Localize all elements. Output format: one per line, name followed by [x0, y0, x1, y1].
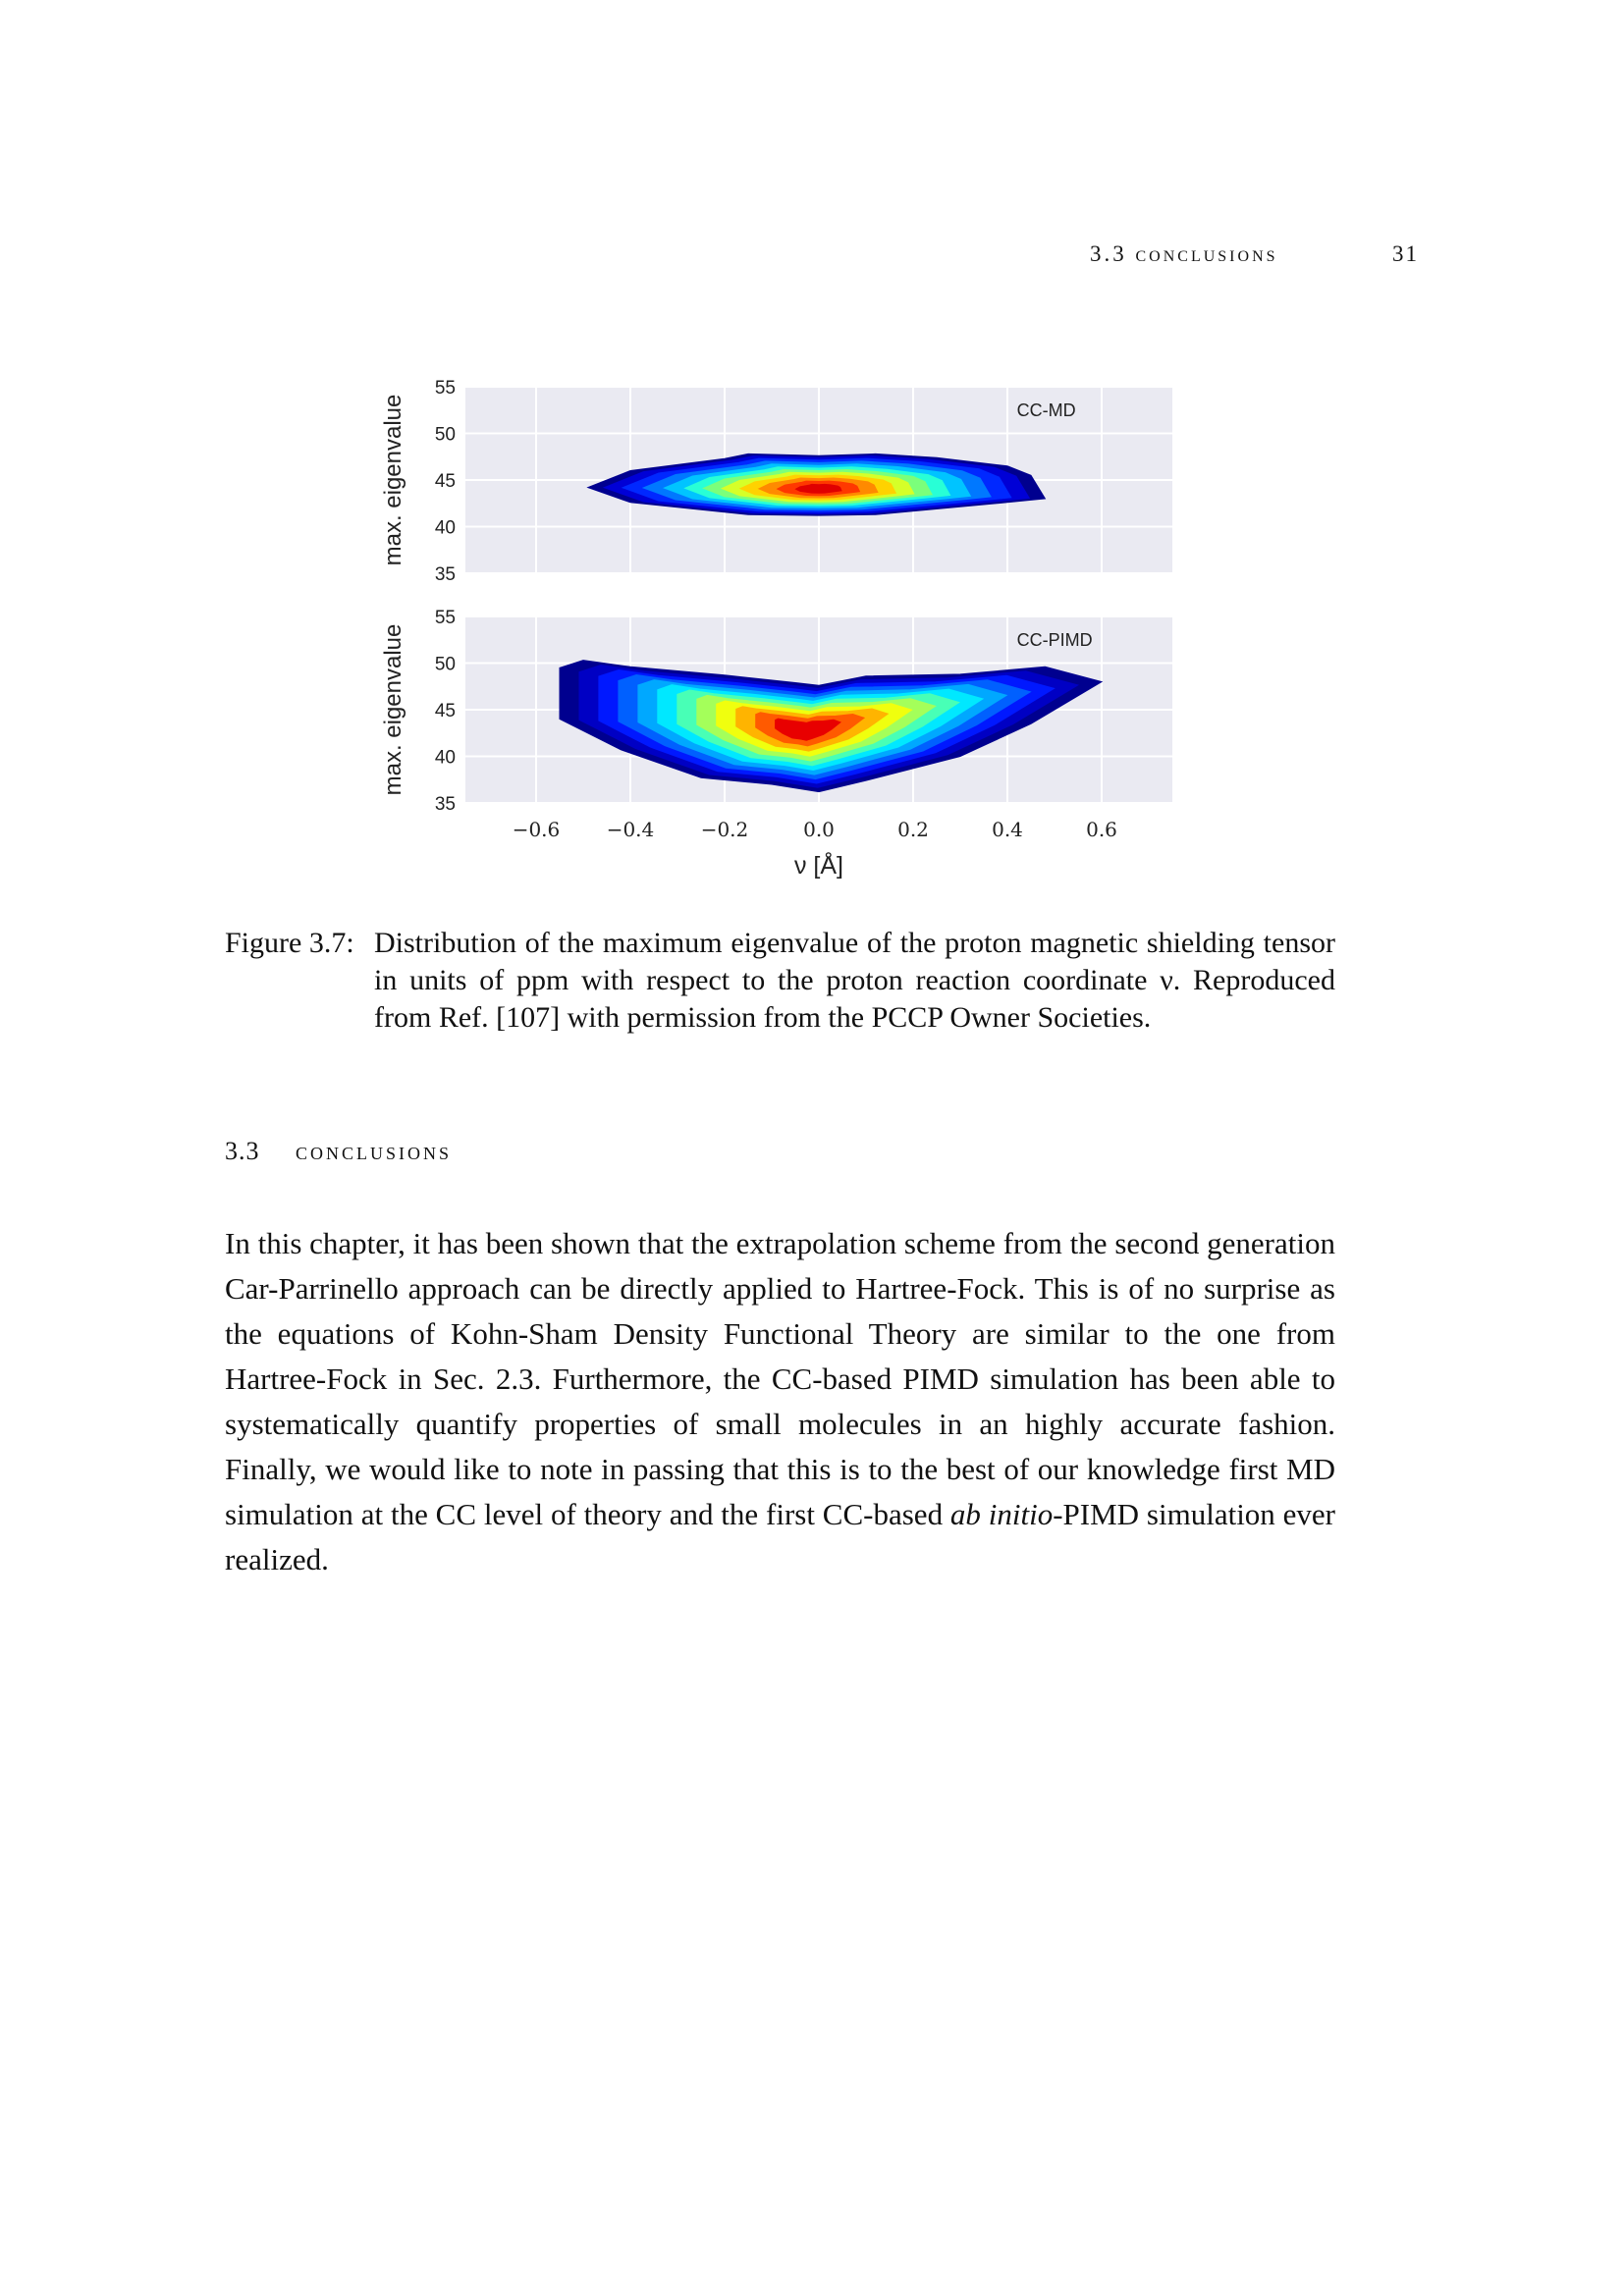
x-tick-label: −0.4	[606, 818, 655, 841]
paragraph-text-1: In this chapter, it has been shown that the extrapolation scheme from the second generation Car-Parrinello approach can be directly applied to Hartree-Fock. This is of no surprise as the equations of Kohn-Sham Density Functional Theory are similar to the one from Hartree-Fock in Sec. 2.3. Furthermore, the CC-based PIMD simulation has been able to systematically quantify properties of small molecules in an highly accurate fashion. Finally, we would like to note in passing that this is to the best of our knowledge first MD simulation at the CC level of theory and the first CC-based	[225, 1226, 1335, 1531]
section-title: conclusions	[296, 1137, 453, 1165]
figure-caption-label: Figure 3.7:	[225, 927, 354, 959]
y-tick-label: 55	[434, 608, 456, 628]
panel-label: CC-MD	[1016, 400, 1076, 420]
figure-3-7	[373, 363, 1198, 893]
page-number: 31	[1392, 241, 1419, 266]
y-axis-label: max. eigenvalue	[380, 623, 406, 796]
paragraph-text-2: -PIMD simulation ever realized.	[225, 1497, 1336, 1576]
section-heading	[225, 1137, 912, 1166]
x-tick-label: −0.6	[512, 818, 561, 841]
y-tick-label: 45	[434, 701, 456, 721]
panel-1	[380, 378, 1172, 585]
panel-label: CC-PIMD	[1016, 630, 1093, 650]
conclusions-paragraph	[225, 1221, 1335, 1582]
y-tick-label: 35	[434, 564, 456, 585]
y-tick-label: 45	[434, 471, 456, 492]
figure-caption-text: Distribution of the maximum eigenvalue of the proton magnetic shielding tensor in units of ppm with respect to the proton reaction coordinate ν. Reproduced from Ref. [107] with permission from the PCCP Owner Societies.	[374, 927, 1335, 1034]
x-tick-label: −0.2	[700, 818, 749, 841]
y-tick-label: 40	[434, 517, 456, 539]
figure-caption	[225, 925, 1335, 1037]
y-tick-label: 40	[434, 747, 456, 769]
x-tick-label: 0.6	[1086, 818, 1117, 841]
y-tick-label: 35	[434, 794, 456, 815]
y-tick-label: 50	[434, 424, 456, 446]
x-tick-label: 0.2	[897, 818, 929, 841]
section-number: 3.3	[225, 1137, 260, 1165]
x-axis-label: ν [Å]	[793, 852, 844, 880]
x-tick-label: 0.0	[803, 818, 835, 841]
y-tick-label: 50	[434, 654, 456, 675]
running-head	[1090, 241, 1419, 275]
y-tick-label: 55	[434, 378, 456, 399]
panel-2	[380, 608, 1172, 880]
running-head-section: 3.3 conclusions	[1090, 241, 1278, 266]
contour-figure	[373, 363, 1198, 893]
x-tick-label: 0.4	[992, 818, 1023, 841]
y-axis-label: max. eigenvalue	[380, 394, 406, 566]
paragraph-italic: ab initio	[949, 1497, 1054, 1531]
